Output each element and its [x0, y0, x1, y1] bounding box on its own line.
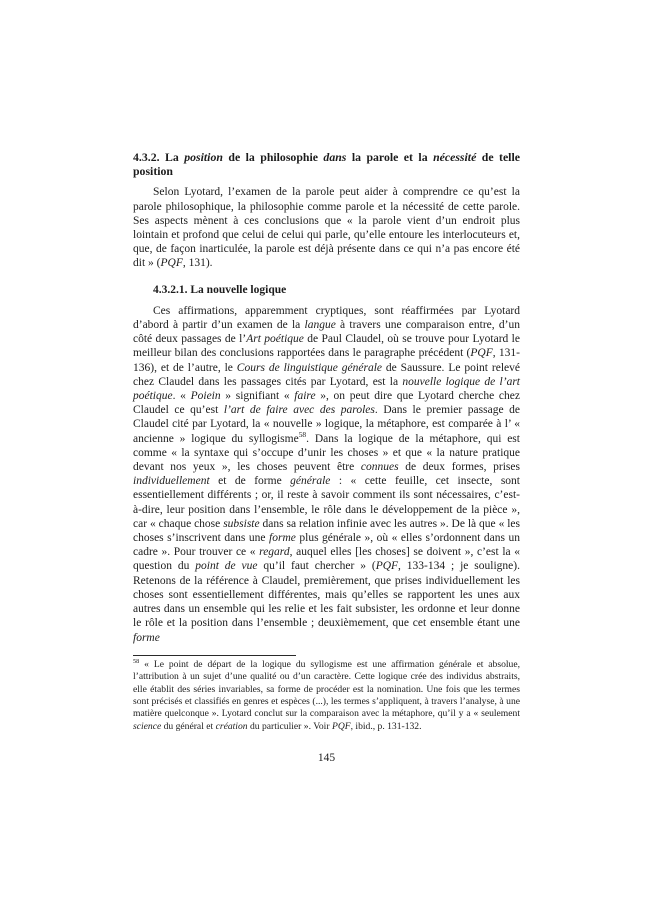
footnote-58: $^{58}$ « Le point de départ de la logique du syllogisme est une affirmation générale et absolue, l’attribution à un sujet d’une qualité ou d’un caractère. Cette logique crée des individus abstraits, elle établit des séries invariables, sa forme de procéder est la nomination. Une fois que les termes sont précisés et classifiés en genres et espèces (...), les termes s’appliquent, à travers l’analyse, à une matière quelconque ». Lyotard conclut sur la comparaison avec la métaphore, qu’il y a « seulement science du général et création du particulier ». Voir PQF, ibid., p. 131-132. — [133, 657, 520, 732]
page-content — [133, 150, 520, 733]
page-number: 145 — [317, 752, 336, 764]
footnote-divider — [133, 655, 296, 656]
section-heading: 4.3.2. La position de la philosophie dans la parole et la nécessité de telle position — [133, 150, 520, 179]
subsection-heading: 4.3.2.1. La nouvelle logique — [153, 283, 287, 296]
paragraph-intro: Selon Lyotard, l’examen de la parole peut aider à comprendre ce qu’est la parole philosophique, la philosophie comme parole et la nécessité de cette parole. Ses aspects mènent à ces conclusions que « la parole vient d’un endroit plus lointain et profond que celui de celui qui parle, qu’elle entoure les interlocuteurs et, que, de façon inarticulée, la parole est déjà présente dans ce qui n’a pas encore été dit » (PQF, 131). — [133, 186, 520, 270]
paragraph-main: Ces affirmations, apparemment cryptiques, sont réaffirmées par Lyotard d’abord à partir d’un examen de la langue à travers une comparaison entre, d’un côté deux passages de l’Art poétique de Paul Claudel, où se trouve pour Lyotard le meilleur bilan des conclusions rapportées dans le paragraphe précédent (PQF, 131-136), et de l’autre, le Cours de linguistique générale de Saussure. Le point relevé chez Claudel dans les passages cités par Lyotard, est la nouvelle logique de l’art poétique. « Poiein » signifiant « faire », on peut dire que Lyotard cherche chez Claudel ce qu’est l’art de faire avec des paroles. Dans le premier passage de Claudel cité par Lyotard, la « nouvelle » logique, la métaphore, est comparée à l’ « ancienne » logique du syllogisme$^{58}$. Dans la logique de la métaphore, qui est comme « la syntaxe qui s’occupe d’unir les choses » et que « la nature pratique devant nos yeux », les choses peuvent être connues de deux formes, prises individuellement et de forme générale : « cette feuille, cet insecte, sont essentiellement différents ; or, il reste à savoir comment ils sont nécessaires, c’est-à-dire, leur position dans l’ensemble, le rôle dans le développement de la pièce », car « chaque chose subsiste dans sa relation infinie avec les autres ». De là que « les choses s’inscrivent dans une forme plus générale », où « elles s’ordonnent dans un cadre ». Pour trouver ce « regard, auquel elles [les choses] se doivent », c’est la « question du point de vue qu’il faut chercher » (PQF, 133-134 ; je souligne). Retenons de la référence à Claudel, premièrement, que prises individuellement les choses sont essentiellement différentes, mais qu’elles se rapportent les unes aux autres dans un ensemble qui les relie et les fait subsister, les ordonne et leur donne le rôle et la position dans l’ensemble ; deuxièmement, que cet ensemble étant une forme — [133, 304, 521, 644]
